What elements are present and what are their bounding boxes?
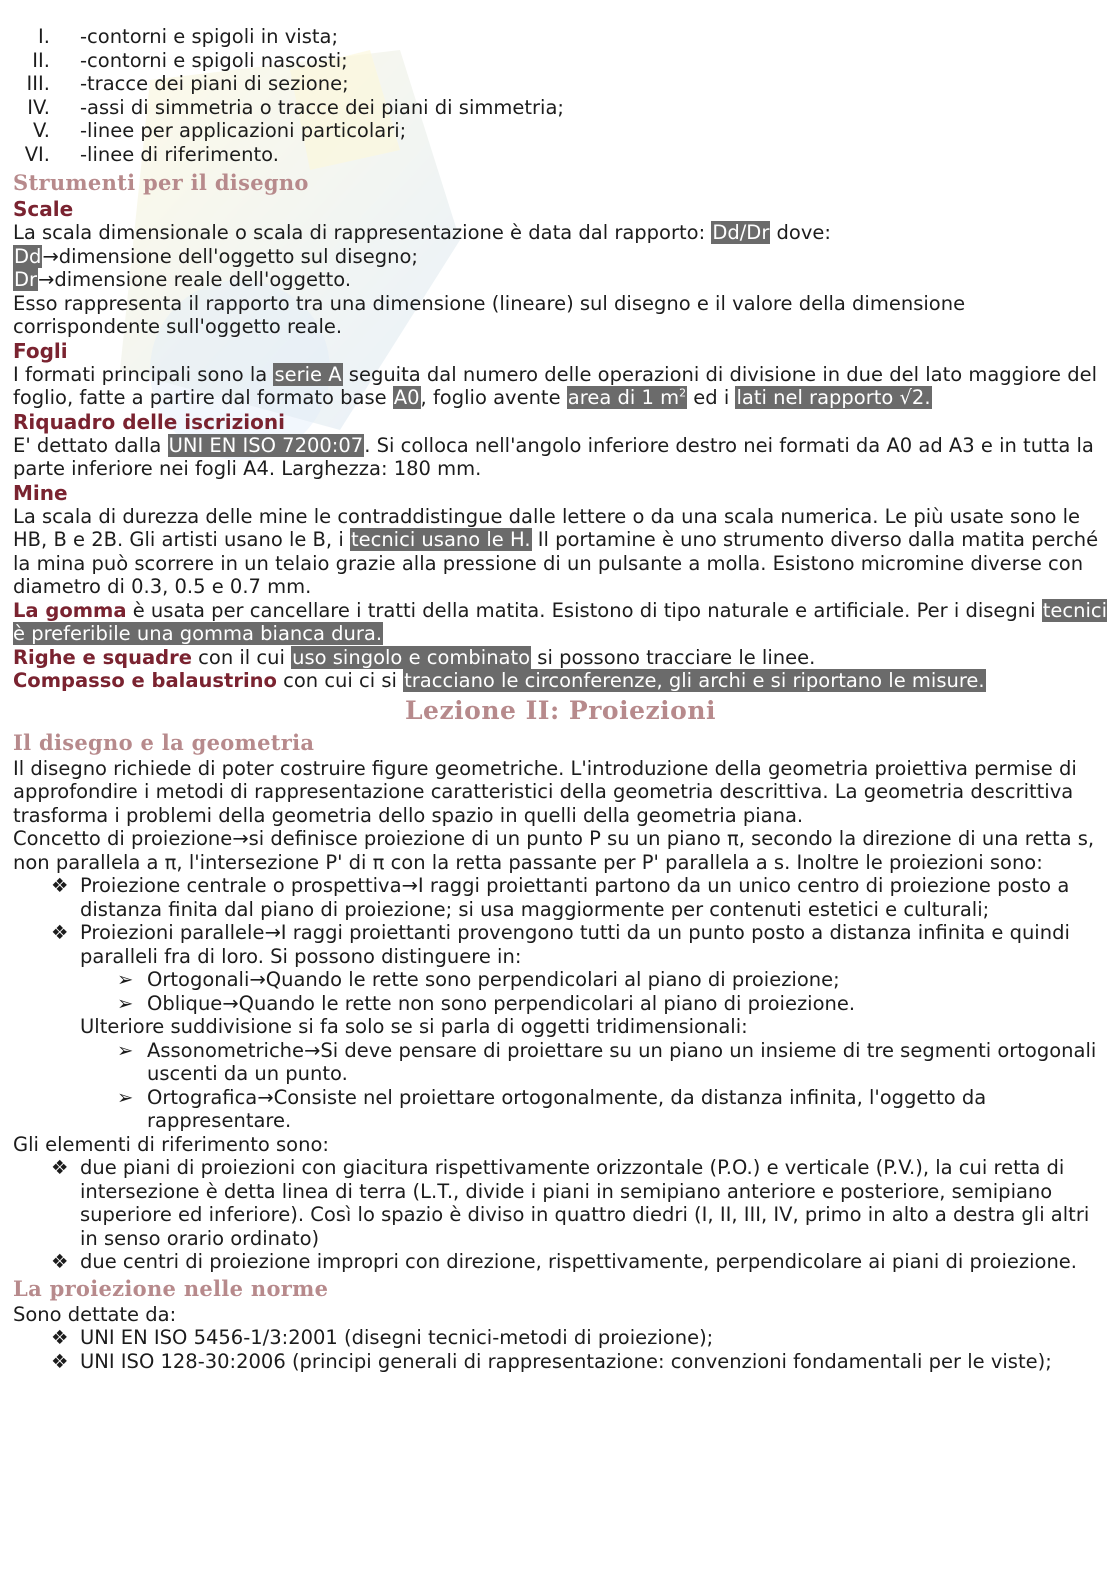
bold-term: La gomma [13,598,127,622]
highlight: Dd [14,244,42,268]
line-type-list [13,25,1108,166]
list-item [13,992,1108,1016]
text-run: area di 1 m [567,386,680,409]
highlight: uso singolo e combinato [292,645,531,669]
list-text: -contorni e spigoli nascosti; [80,48,348,72]
list-item [13,1156,1108,1250]
list-item [13,1350,1108,1374]
text-run: La scala dimensionale o scala di rappresentazione è data dal rapporto: [13,221,712,244]
diamond-bullet-icon: ❖ [51,1349,69,1373]
list-item [13,25,1108,49]
highlight: serie A [274,362,342,386]
diamond-bullet-icon: ❖ [51,1326,69,1349]
arrow-bullet-icon: ➢ [117,991,134,1015]
lesson-title: Lezione II: Proiezioni [404,695,717,725]
section-heading-norme: La proiezione nelle norme [13,1275,329,1301]
list-item [13,49,1108,73]
text-run: ed i [687,386,736,409]
text-run: seguita dal numero delle operazioni di divisione in due del lato maggiore del foglio, fatte a partire dal formato base [13,362,1097,409]
list-text: UNI ISO 128-30:2006 (principi generali di rappresentazione: convenzioni fondamentali per le viste); [80,1349,1052,1373]
diamond-bullet-icon: ❖ [51,874,69,897]
list-text: due centri di proiezione impropri con direzione, rispettivamente, perpendicolare ai piani di proiezione. [80,1250,1077,1273]
highlight: UNI EN ISO 7200:07 [168,433,364,457]
list-item [13,1326,1108,1350]
diamond-bullet-icon: ❖ [51,1156,69,1179]
parallel-subtypes-list [13,968,1108,1015]
list-text: Proiezioni parallele→I raggi proiettanti provengono tutti da un punto posto a distanza infinita e quindi paralleli fra di loro. Si possono distinguere in: [80,921,1070,968]
paragraph-riquadro [13,434,1108,481]
list-text: -contorni e spigoli in vista; [80,25,339,48]
paragraph-dettate: Sono dettate da: [13,1302,177,1326]
highlight: tracciano le circonferenze, gli archi e si riportano le misure. [404,669,985,692]
highlight: Dr [14,268,38,291]
diamond-bullet-icon: ❖ [51,921,69,944]
list-text: UNI EN ISO 5456-1/3:2001 (disegni tecnici-metodi di proiezione); [80,1326,714,1349]
paragraph-gomma [13,599,1108,646]
paragraph-fogli [13,363,1108,410]
section-heading-strumenti: Strumenti per il disegno [13,170,309,195]
diamond-bullet-icon: ❖ [51,1250,69,1273]
text-run: →dimensione reale dell'oggetto. [38,268,352,291]
section-heading-geometria: Il disegno e la geometria [13,729,315,755]
paragraph-elementi: Gli elementi di riferimento sono: [13,1132,329,1156]
subheading-scale: Scale [13,197,74,221]
list-item [13,119,1108,143]
list-number: V. [32,119,50,142]
list-item [13,921,1108,968]
arrow-bullet-icon: ➢ [117,1085,134,1109]
paragraph-dr [13,268,1108,292]
list-text: -linee di riferimento. [80,142,279,166]
paragraph-compasso [13,669,1108,693]
paragraph-mine [13,505,1108,599]
text-run: Il portamine è uno strumento diverso dalla matita perché la mina può scorrere in un telaio grazie alla pressione di un pulsante a molla. Esistono micromine diverse con diametro di 0.3, 0.5 e 0.7 mm. [13,528,1099,598]
text-run: con cui ci si [276,669,404,692]
list-item [13,72,1108,96]
text-run: si possono tracciare le linee. [531,645,816,669]
highlight: Dd/Dr [712,221,770,244]
list-number: III. [26,72,50,95]
text-run: E' dettato dalla [13,433,168,457]
projection-types-list [13,874,1108,968]
list-text: Proiezione centrale o prospettiva→I raggi proiettanti partono da un unico centro di proiezione posto a distanza finita dal piano di proiezione; si usa maggiormente per contenuti estetici e culturali; [80,874,1070,921]
3d-subtypes-list [13,1039,1108,1133]
text-run: con il cui [191,645,292,669]
arrow-bullet-icon: ➢ [117,1038,134,1062]
list-text: -tracce dei piani di sezione; [80,72,349,95]
list-number: VI. [24,142,50,166]
list-item [13,968,1108,992]
list-text: Assonometriche→Si deve pensare di proiettare su un piano un insieme di tre segmenti ortogonali uscenti da un punto. [147,1038,1097,1085]
standards-list [13,1326,1108,1373]
paragraph-geometria: Il disegno richiede di poter costruire figure geometriche. L'introduzione della geometria proiettiva permise di approfondire i metodi di rappresentazione caratteristici della geometria descrittiva. La geometria descrittiva trasforma i problemi della geometria dello spazio in quelli della geometria piana. [13,756,1077,827]
paragraph-dd [13,245,1108,269]
text-run: dove: [770,221,831,244]
subheading-riquadro: Riquadro delle iscrizioni [13,409,285,434]
text-run: , foglio avente [420,386,567,409]
highlight: tecnici è preferibile una gomma bianca dura. [13,598,1108,645]
text-run: La scala di durezza delle mine le contraddistingue dalle lettere o da una scala numerica. Le più usate sono le HB, B e 2B. Gli artisti usano le B, i [13,504,1080,551]
paragraph-scale-meaning: Esso rappresenta il rapporto tra una dimensione (lineare) sul disegno e il valore della dimensione corrispondente sull'oggetto reale. [13,291,966,338]
list-item [13,1039,1108,1086]
paragraph-righe [13,646,1108,670]
list-item [13,96,1108,120]
subheading-fogli: Fogli [13,338,68,363]
list-text: due piani di proiezioni con giacitura rispettivamente orizzontale (P.O.) e verticale (P.V.), la cui retta di intersezione è detta linea di terra (L.T., divide i piani in semipiano anteriore e posteriore, semipiano superiore ed inferiore). Così lo spazio è diviso in quattro diedri (I, II, III, IV, primo in alto a destra gli altri in senso orario ordinato) [80,1156,1090,1250]
subheading-mine: Mine [13,480,68,505]
highlight: tecnici usano le H. [350,528,531,551]
text-run: I formati principali sono la [13,362,274,386]
list-item [13,143,1108,167]
bold-term: Compasso e balaustrino [13,669,277,692]
list-item [13,1250,1108,1274]
paragraph-ulteriore: Ulteriore suddivisione si fa solo se si parla di oggetti tridimensionali: [80,1015,748,1038]
arrow-bullet-icon: ➢ [117,968,134,991]
list-item [13,874,1108,921]
list-number: I. [38,25,50,48]
list-text: Ortogonali→Quando le rette sono perpendicolari al piano di proiezione; [147,968,840,991]
list-number: IV. [27,95,50,119]
highlight [567,386,687,409]
text-run: . Si colloca nell'angolo inferiore destro nei formati da A0 ad A3 e in tutta la parte inferiore nei fogli A4. Larghezza: 180 mm. [13,433,1094,480]
paragraph-scale [13,221,1108,245]
list-text: -assi di simmetria o tracce dei piani di simmetria; [80,95,564,119]
highlight: A0 [393,386,420,409]
highlight: lati nel rapporto √2. [736,386,931,409]
text-run: è usata per cancellare i tratti della matita. Esistono di tipo naturale e artificiale. Per i disegni [126,598,1042,622]
bold-term: Righe e squadre [13,645,192,669]
list-text: Ortografica→Consiste nel proiettare ortogonalmente, da distanza infinita, l'oggetto da rappresentare. [147,1085,987,1132]
text-run: →dimensione dell'oggetto sul disegno; [42,244,418,268]
paragraph-proiezione: Concetto di proiezione→si definisce proiezione di un punto P su un piano π, secondo la direzione di una retta s, non parallela a π, l'intersezione P' di π con la retta passante per P' parallela a s. Inoltre le proiezioni sono: [13,827,1095,874]
list-number: II. [32,48,50,72]
page-content [13,25,1108,1373]
list-item [13,1086,1108,1133]
reference-elements-list [13,1156,1108,1274]
list-text: Oblique→Quando le rette non sono perpendicolari al piano di proiezione. [147,991,856,1015]
list-text: -linee per applicazioni particolari; [80,119,407,142]
superscript: 2 [679,386,687,400]
